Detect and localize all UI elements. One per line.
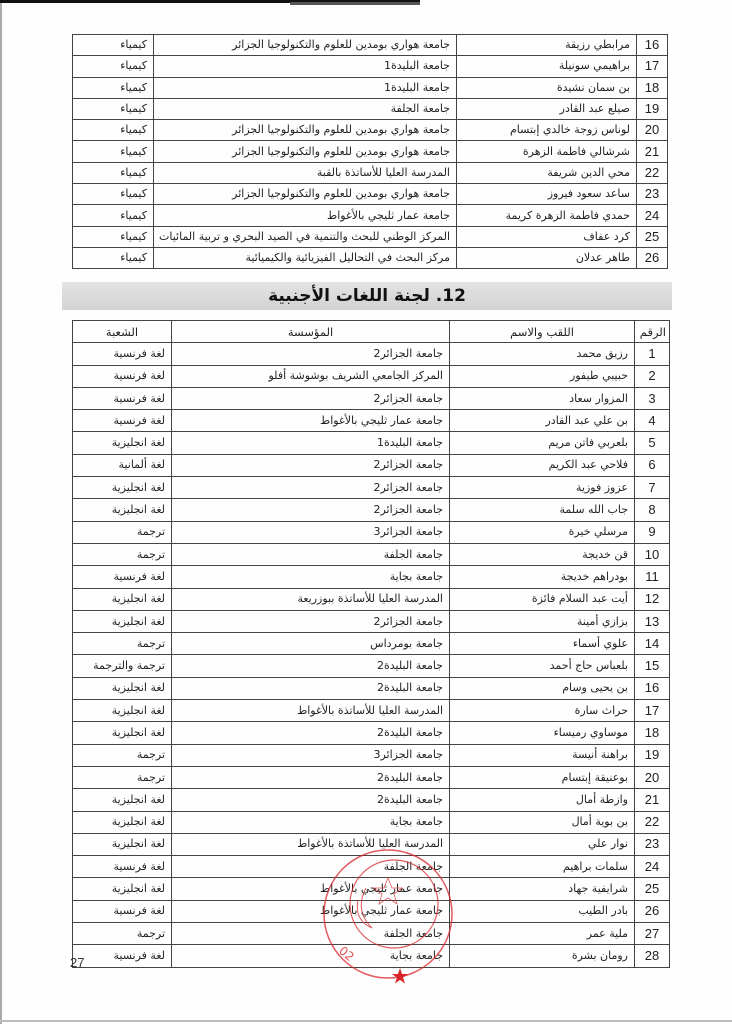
- member-institution: جامعة البليدة2: [172, 789, 450, 811]
- member-institution: جامعة بومرداس: [172, 633, 450, 655]
- row-number: 24: [635, 856, 670, 878]
- member-institution: جامعة الجزائر2: [172, 499, 450, 521]
- table-row: [73, 588, 670, 610]
- row-number: 9: [635, 521, 670, 543]
- row-number: 16: [635, 677, 670, 699]
- member-branch: لغة انجليزية: [73, 610, 172, 632]
- row-number: 11: [635, 566, 670, 588]
- member-name: بن علي عبد القادر: [450, 410, 635, 432]
- table-row: [73, 120, 668, 141]
- member-branch: كيمياء: [73, 226, 154, 247]
- member-name: براهنة أنيسة: [450, 744, 635, 766]
- table-row: [73, 744, 670, 766]
- member-branch: كيمياء: [73, 98, 154, 119]
- member-branch: لغة فرنسية: [73, 343, 172, 365]
- member-institution: المدرسة العليا للأساتذة ببوزريعة: [172, 588, 450, 610]
- member-branch: ترجمة: [73, 521, 172, 543]
- member-institution: جامعة الجلفة: [172, 543, 450, 565]
- table-row: [73, 141, 668, 162]
- row-number: 17: [635, 700, 670, 722]
- row-number: 25: [635, 878, 670, 900]
- member-name: سلمات براهيم: [450, 856, 635, 878]
- member-branch: لغة انجليزية: [73, 811, 172, 833]
- member-branch: ترجمة: [73, 744, 172, 766]
- member-name: جاب الله سلمة: [450, 499, 635, 521]
- member-name: بودراهم خديجة: [450, 566, 635, 588]
- member-branch: لغة انجليزية: [73, 477, 172, 499]
- stamp-inner-ring: [350, 860, 438, 948]
- member-institution: المركز الوطني للبحث والتنمية في الصيد البحري و تربية المائيات: [154, 226, 457, 247]
- row-number: 23: [635, 833, 670, 855]
- member-branch: لغة فرنسية: [73, 945, 172, 967]
- stamp-star-outline: [374, 878, 402, 904]
- member-name: علوي أسماء: [450, 633, 635, 655]
- member-branch: كيمياء: [73, 247, 154, 268]
- row-number: 4: [635, 410, 670, 432]
- header-branch: الشعبة: [73, 321, 172, 343]
- member-institution: جامعة البليدة2: [172, 766, 450, 788]
- scan-edge-left: [0, 0, 2, 1024]
- member-branch: لغة فرنسية: [73, 365, 172, 387]
- member-branch: كيمياء: [73, 120, 154, 141]
- member-institution: المدرسة العليا للأساتذة بالأغواط: [172, 700, 450, 722]
- table-row: [73, 205, 668, 226]
- member-name: بن سمان نشيدة: [457, 77, 637, 98]
- stamp-text: 02: [336, 943, 357, 965]
- row-number: 27: [635, 923, 670, 945]
- table-row: [73, 633, 670, 655]
- member-name: بزازي أمينة: [450, 610, 635, 632]
- member-institution: جامعة البليدة1: [154, 56, 457, 77]
- member-name: نوار علي: [450, 833, 635, 855]
- row-number: 15: [635, 655, 670, 677]
- row-number: 2: [635, 365, 670, 387]
- member-institution: جامعة عمار ثليجي بالأغواط: [172, 878, 450, 900]
- member-name: حمدي فاطمة الزهرة كريمة: [457, 205, 637, 226]
- row-number: 16: [637, 35, 668, 56]
- row-number: 20: [635, 766, 670, 788]
- member-branch: كيمياء: [73, 205, 154, 226]
- table-row: [73, 655, 670, 677]
- member-name: صيلع عبد القادر: [457, 98, 637, 119]
- member-name: ساعد سعود فيروز: [457, 184, 637, 205]
- member-institution: جامعة الجزائر3: [172, 521, 450, 543]
- table-row: [73, 722, 670, 744]
- row-number: 19: [637, 98, 668, 119]
- member-branch: لغة فرنسية: [73, 566, 172, 588]
- member-branch: كيمياء: [73, 56, 154, 77]
- member-name: بلعربي فاتن مريم: [450, 432, 635, 454]
- row-number: 28: [635, 945, 670, 967]
- member-name: فلاحي عبد الكريم: [450, 454, 635, 476]
- member-institution: جامعة الجزائر2: [172, 454, 450, 476]
- stamp-crescent: [357, 888, 372, 928]
- member-institution: جامعة عمار ثليجي بالأغواط: [172, 410, 450, 432]
- member-branch: لغة فرنسية: [73, 856, 172, 878]
- member-branch: ترجمة والترجمة: [73, 655, 172, 677]
- member-branch: ترجمة: [73, 543, 172, 565]
- table-row: [73, 566, 670, 588]
- member-name: قن خديجة: [450, 543, 635, 565]
- member-institution: جامعة عمار ثليجي بالأغواط: [172, 900, 450, 922]
- table-row: [73, 410, 670, 432]
- table-row: [73, 387, 670, 409]
- header-institution: المؤسسة: [172, 321, 450, 343]
- member-name: حبيبي طيفور: [450, 365, 635, 387]
- row-number: 26: [637, 247, 668, 268]
- member-name: طاهر عدلان: [457, 247, 637, 268]
- member-branch: كيمياء: [73, 184, 154, 205]
- table-row: [73, 700, 670, 722]
- member-name: مرابطي رزيقة: [457, 35, 637, 56]
- member-institution: جامعة الجزائر2: [172, 610, 450, 632]
- page-number: 27: [70, 955, 85, 970]
- row-number: 22: [635, 811, 670, 833]
- row-number: 3: [635, 387, 670, 409]
- member-institution: جامعة الجزائر3: [172, 744, 450, 766]
- row-number: 17: [637, 56, 668, 77]
- member-name: حراث سارة: [450, 700, 635, 722]
- section-heading: 12. لجنة اللغات الأجنبية: [268, 286, 466, 306]
- member-name: ملية عمر: [450, 923, 635, 945]
- member-institution: جامعة هواري بومدين للعلوم والتكنولوجيا الجزائر: [154, 184, 457, 205]
- member-name: مرسلي خيرة: [450, 521, 635, 543]
- row-number: 6: [635, 454, 670, 476]
- table-row: [73, 789, 670, 811]
- member-name: شرايفية جهاد: [450, 878, 635, 900]
- member-institution: جامعة البليدة2: [172, 677, 450, 699]
- member-branch: كيمياء: [73, 141, 154, 162]
- table-row: [73, 56, 668, 77]
- member-institution: جامعة البليدة1: [154, 77, 457, 98]
- table-row: [73, 499, 670, 521]
- row-number: 21: [635, 789, 670, 811]
- member-branch: ترجمة: [73, 923, 172, 945]
- member-name: بن بوية أمال: [450, 811, 635, 833]
- table-row: [73, 521, 670, 543]
- table-row: [73, 77, 668, 98]
- member-name: براهيمي سونيلة: [457, 56, 637, 77]
- member-branch: لغة انجليزية: [73, 789, 172, 811]
- member-institution: جامعة الجلفة: [172, 923, 450, 945]
- member-institution: جامعة الجزائر2: [172, 387, 450, 409]
- official-seal-stamp: [318, 848, 458, 988]
- table-row: [73, 677, 670, 699]
- member-branch: لغة فرنسية: [73, 387, 172, 409]
- row-number: 19: [635, 744, 670, 766]
- member-institution: جامعة هواري بومدين للعلوم والتكنولوجيا الجزائر: [154, 35, 457, 56]
- row-number: 5: [635, 432, 670, 454]
- member-name: وازطة أمال: [450, 789, 635, 811]
- row-number: 26: [635, 900, 670, 922]
- member-branch: لغة انجليزية: [73, 878, 172, 900]
- member-branch: كيمياء: [73, 35, 154, 56]
- member-name: محي الدين شريفة: [457, 162, 637, 183]
- member-branch: ترجمة: [73, 633, 172, 655]
- row-number: 20: [637, 120, 668, 141]
- member-name: أيت عبد السلام فائزة: [450, 588, 635, 610]
- scan-edge-bottom: [0, 1020, 732, 1022]
- member-branch: لغة فرنسية: [73, 900, 172, 922]
- member-name: رزيق محمد: [450, 343, 635, 365]
- member-branch: لغة انجليزية: [73, 432, 172, 454]
- member-branch: لغة ألمانية: [73, 454, 172, 476]
- member-name: بلعباس حاج أحمد: [450, 655, 635, 677]
- member-institution: جامعة الجزائر2: [172, 477, 450, 499]
- member-branch: لغة انجليزية: [73, 677, 172, 699]
- member-branch: لغة انجليزية: [73, 700, 172, 722]
- table-row: [73, 477, 670, 499]
- member-name: شرشالي فاطمة الزهرة: [457, 141, 637, 162]
- table-row: [73, 98, 668, 119]
- table-row: [73, 766, 670, 788]
- scan-edge-top-shadow: [290, 2, 420, 5]
- member-institution: جامعة البليدة2: [172, 655, 450, 677]
- table-row: [73, 454, 670, 476]
- member-name: عزوز فوزية: [450, 477, 635, 499]
- member-institution: جامعة الجزائر2: [172, 343, 450, 365]
- table-row: [73, 432, 670, 454]
- member-name: بوعنيقة إبتسام: [450, 766, 635, 788]
- table-row: [73, 811, 670, 833]
- member-institution: المدرسة العليا للأساتذة بالقبة: [154, 162, 457, 183]
- member-name: بادر الطيب: [450, 900, 635, 922]
- committee-table-continued: [72, 34, 668, 269]
- member-name: لوناس زوجة خالدي إبتسام: [457, 120, 637, 141]
- row-number: 21: [637, 141, 668, 162]
- member-branch: كيمياء: [73, 77, 154, 98]
- row-number: 18: [637, 77, 668, 98]
- table-row: [73, 35, 668, 56]
- member-name: كرد عفاف: [457, 226, 637, 247]
- row-number: 25: [637, 226, 668, 247]
- member-name: موساوي رميساء: [450, 722, 635, 744]
- member-branch: لغة انجليزية: [73, 499, 172, 521]
- member-institution: جامعة البليدة1: [172, 432, 450, 454]
- table-row: [73, 365, 670, 387]
- member-branch: لغة فرنسية: [73, 410, 172, 432]
- member-institution: مركز البحث في التحاليل الفيزيائية والكيميائية: [154, 247, 457, 268]
- member-institution: جامعة عمار ثليجي بالأغواط: [154, 205, 457, 226]
- row-number: 12: [635, 588, 670, 610]
- member-institution: جامعة الجلفة: [172, 856, 450, 878]
- table-row: [73, 226, 668, 247]
- row-number: 18: [635, 722, 670, 744]
- member-institution: المدرسة العليا للأساتذة بالأغواط: [172, 833, 450, 855]
- member-institution: جامعة البليدة2: [172, 722, 450, 744]
- table-row: [73, 343, 670, 365]
- table-header-row: [73, 321, 670, 343]
- member-branch: لغة انجليزية: [73, 833, 172, 855]
- member-branch: ترجمة: [73, 766, 172, 788]
- row-number: 8: [635, 499, 670, 521]
- member-institution: جامعة الجلفة: [154, 98, 457, 119]
- member-institution: جامعة هواري بومدين للعلوم والتكنولوجيا الجزائر: [154, 120, 457, 141]
- table-row: [73, 184, 668, 205]
- row-number: 23: [637, 184, 668, 205]
- table-row: [73, 610, 670, 632]
- row-number: 7: [635, 477, 670, 499]
- member-name: بن يحيى وسام: [450, 677, 635, 699]
- row-number: 1: [635, 343, 670, 365]
- row-number: 10: [635, 543, 670, 565]
- member-institution: جامعة بجاية: [172, 811, 450, 833]
- table-row: [73, 543, 670, 565]
- row-number: 14: [635, 633, 670, 655]
- member-name: المزوار سعاد: [450, 387, 635, 409]
- table-row: [73, 247, 668, 268]
- member-institution: المركز الجامعي الشريف بوشوشة أفلو: [172, 365, 450, 387]
- member-institution: جامعة بجاية: [172, 945, 450, 967]
- row-number: 22: [637, 162, 668, 183]
- row-number: 13: [635, 610, 670, 632]
- row-number: 24: [637, 205, 668, 226]
- header-number: الرقم: [635, 321, 670, 343]
- member-name: رومان بشرة: [450, 945, 635, 967]
- member-branch: كيمياء: [73, 162, 154, 183]
- member-branch: لغة انجليزية: [73, 722, 172, 744]
- member-branch: لغة انجليزية: [73, 588, 172, 610]
- member-institution: جامعة بجاية: [172, 566, 450, 588]
- member-institution: جامعة هواري بومدين للعلوم والتكنولوجيا الجزائر: [154, 141, 457, 162]
- table-row: [73, 162, 668, 183]
- header-name: اللقب والاسم: [450, 321, 635, 343]
